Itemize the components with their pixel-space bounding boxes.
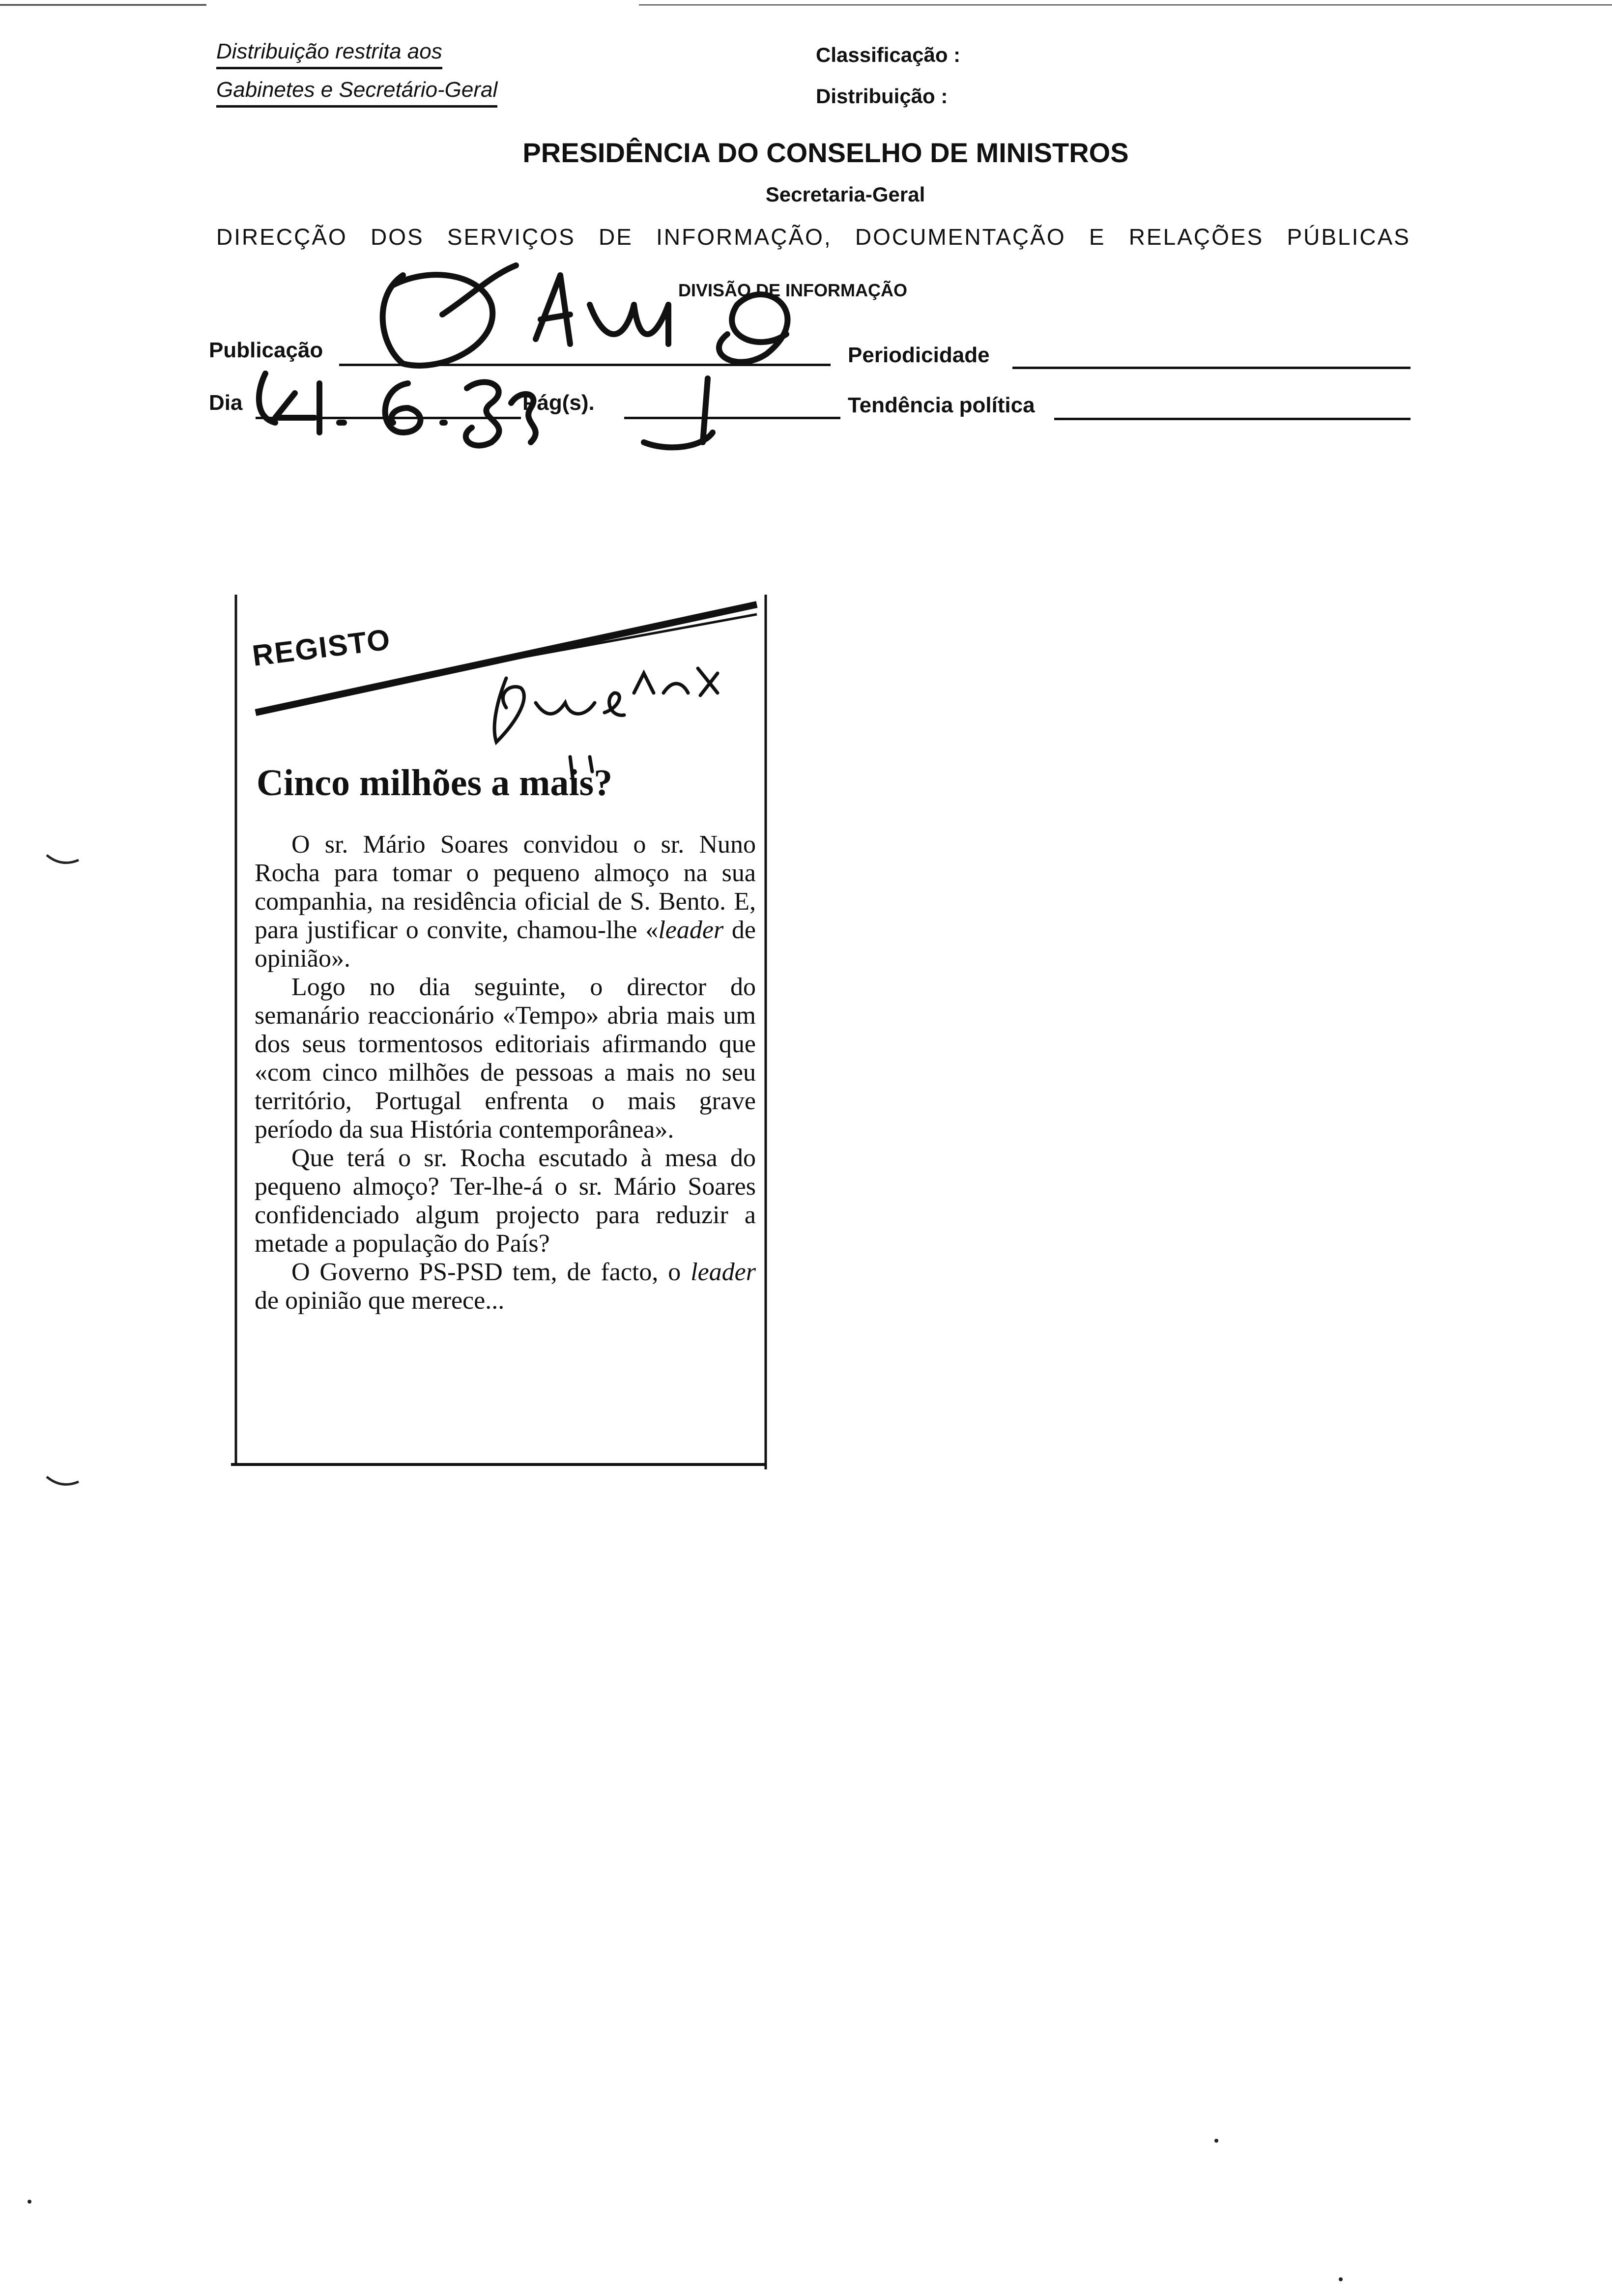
direccao-word: DE — [599, 224, 633, 250]
article-headline: Cinco milhões a mais? — [257, 762, 613, 804]
article-paragraph: O sr. Mário Soares convidou o sr. Nuno Rocha para tomar o pequeno almoço na sua companhia, na residência oficial de S. Bento. E, para justificar o convite, chamou-lhe «leader de opinião». — [255, 831, 756, 973]
scan-speck — [28, 2200, 31, 2204]
scan-speck — [1214, 2139, 1218, 2143]
scan-speck — [1339, 2277, 1343, 2281]
direccao-word: DIRECÇÃO — [216, 224, 347, 250]
handwritten-pags — [644, 378, 713, 447]
page-subtitle: Secretaria-Geral — [765, 183, 925, 206]
handwritten-dia — [259, 373, 536, 446]
direccao-word: DOCUMENTAÇÃO — [855, 224, 1066, 250]
restricted-distribution-line1: Distribuição restrita aos — [216, 39, 442, 69]
direccao-word: PÚBLICAS — [1287, 224, 1410, 250]
article-paragraph: Logo no dia seguinte, o director do semanário reaccionário «Tempo» abria mais um dos seus tormentosos editoriais afirmando que «com cinco milhões de pessoas a mais no seu território, Portugal enfrenta o mais grave período da sua História contemporânea». — [255, 973, 756, 1144]
article-paragraph: Que terá o sr. Rocha escutado à mesa do pequeno almoço? Ter-lhe-á o sr. Mário Soares confidenciado algum projecto para reduzir a metade a população do País? — [255, 1144, 756, 1258]
direccao-word: DOS — [371, 224, 424, 250]
dia-label: Dia — [209, 391, 243, 415]
direccao-word: RELAÇÕES — [1128, 224, 1264, 250]
section-label: REGISTO — [250, 623, 393, 673]
article-paragraph: O Governo PS-PSD tem, de facto, o leader de opinião que merece... — [255, 1258, 756, 1315]
tendencia-label: Tendência política — [848, 393, 1035, 417]
divisao-label: DIVISÃO DE INFORMAÇÃO — [678, 280, 908, 300]
article-body — [255, 831, 756, 1315]
periodicidade-label: Periodicidade — [848, 343, 990, 367]
punch-mark-upper — [47, 855, 79, 863]
pags-label: Pág(s). — [522, 391, 595, 415]
page-title: PRESIDÊNCIA DO CONSELHO DE MINISTROS — [522, 137, 1129, 168]
handwritten-publicacao — [383, 265, 788, 366]
direccao-word: INFORMAÇÃO, — [656, 224, 832, 250]
publicacao-label: Publicação — [209, 338, 323, 362]
classificacao-label: Classificação : — [816, 43, 961, 66]
handwriting-layer — [0, 0, 1612, 491]
distribuicao-label: Distribuição : — [816, 85, 948, 108]
direccao-word: SERVIÇOS — [447, 224, 576, 250]
punch-mark-lower — [47, 1477, 79, 1485]
direccao-word: E — [1089, 224, 1106, 250]
restricted-distribution-line2: Gabinetes e Secretário-Geral — [216, 78, 497, 108]
